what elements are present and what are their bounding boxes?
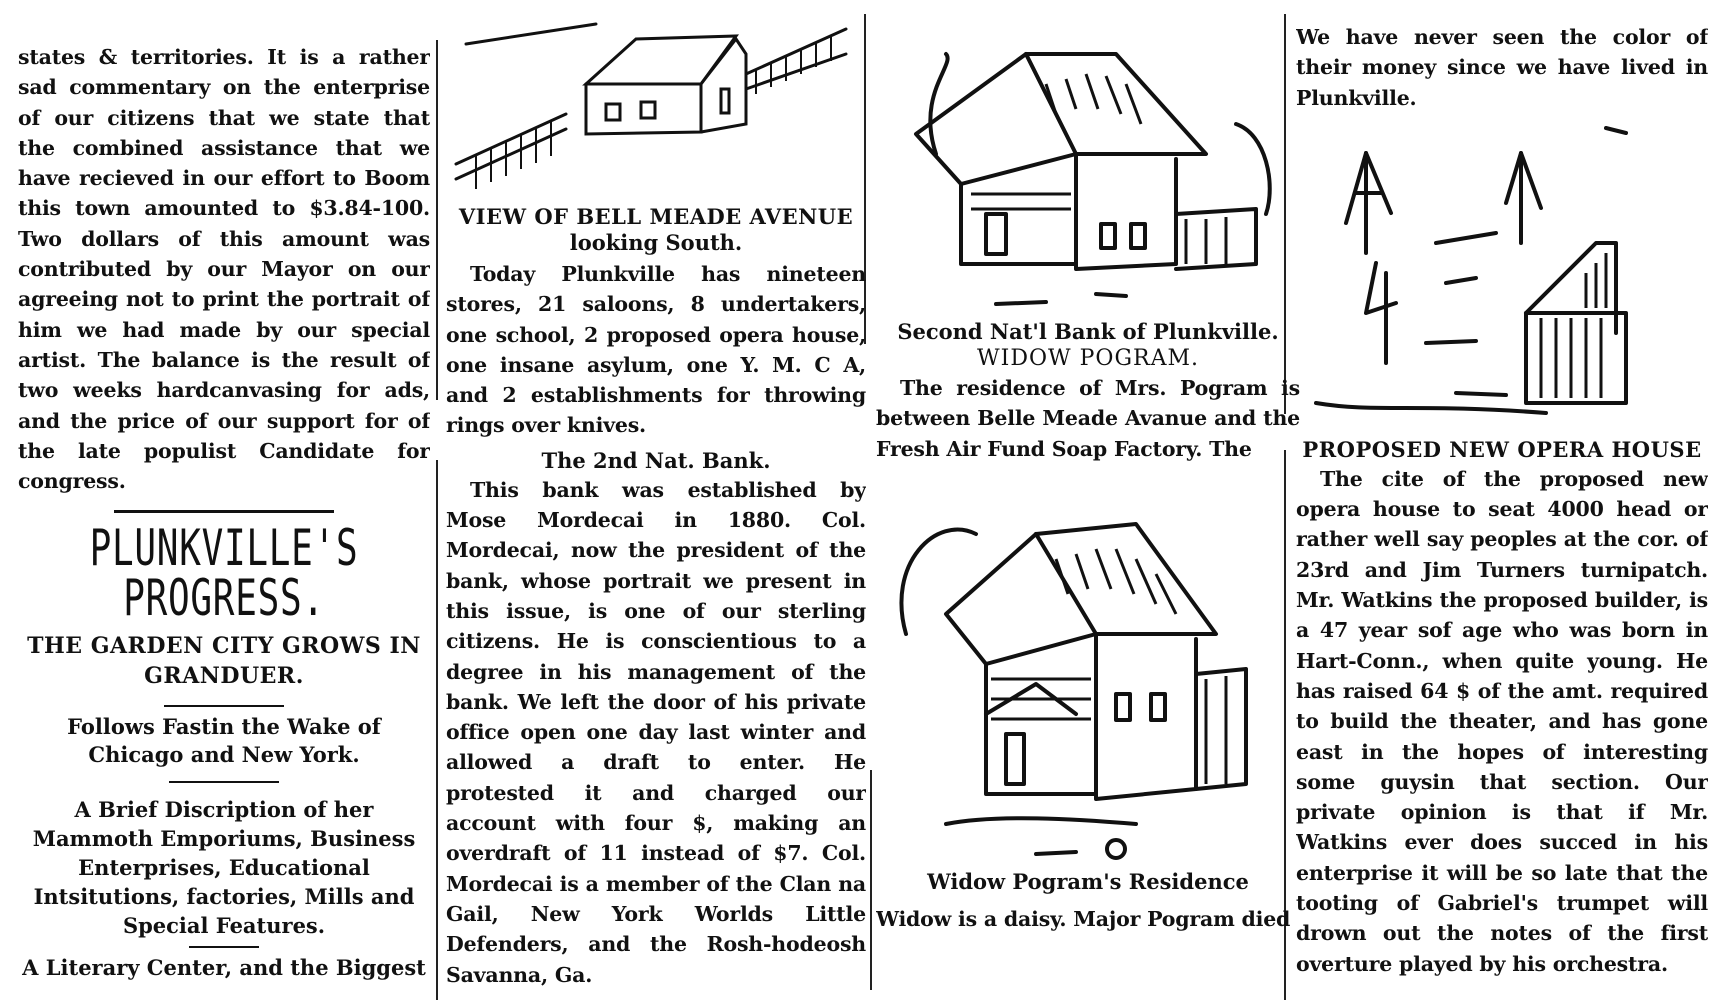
residence-illustration [876,464,1300,864]
article-text: We have never seen the color of their money since we have lived in Plunkville. [1296,25,1708,110]
column-rule [436,40,438,400]
masthead-title: PROGRESS. [123,569,325,628]
divider [114,510,334,513]
article-text: The residence of Mrs. Pogram is between Belle Meade Avanue and the Fresh Air Fund Soap Factory. The [876,376,1300,461]
column-1 [18,14,430,999]
divider [164,705,284,707]
divider [189,946,259,948]
subheading: Follows Fastin the Wake of Chicago and New York. [67,714,381,768]
article-text: This bank was established by Mose Mordecai in 1880. Col. Mordecai, now the president of the bank, whose portrait we present in this issue, is one of our sterling citizens. He is conscientious to a degree in his management of the bank. We left the door of his private office open one day last winter and allowed a draft to enter. He protested it and charged our account with four $, making an overdraft of 11 instead of $7. Col. Mordecai is a member of the Clan na Gail, New York Worlds Little Defenders, and the Rosh-hodeosh Savanna, Ga. [446,477,866,987]
column-rule [870,770,872,990]
illustration-caption: looking South. [569,230,743,255]
illustration-caption: Widow Pogram's Residence [927,868,1249,894]
bank-illustration [876,14,1300,314]
opera-house-illustration [1296,113,1708,423]
article-text: The cite of the proposed new opera house to seat 4000 head or rather well say peoples at the cor. of 23rd and Jim Turners turnipatch. Mr. Watkins the proposed builder, is a 47 year sof age who was born in Hart-Conn., when quite young. He has raised 64 $ of the amt. required to build the theater, and has gone east in the hopes of interesting some guysin that section. Our private opinion is that if Mr. Watkins ever does succed in his enterprise it will be so late that the tooting of Gabriel's trumpet will drown out the notes of the first overture played by his orchestra. [1296,466,1708,976]
subheading: A Literary Center, and the Biggest [22,955,426,981]
section-heading: The 2nd Nat. Bank. [541,447,771,473]
subheading: A Brief Discription of her Mammoth Emporiums, Business Enterprises, Educational Intsitutions, factories, Mills and Special Features. [32,797,416,939]
column-2 [446,14,866,999]
illustration-caption: VIEW OF BELL MEADE AVENUE [458,204,854,229]
article-text: states & territories. It is a rather sad commentary on the enterprise of our citizens that we state that the combined assistance that we have recieved in our effort to Boom this town amounted to $3.84-100. Two dollars of this amount was contributed by our Mayor on our agreeing not to print the portrait of him we had made by our special artist. The balance is the result of two weeks hardcanvasing for ads, and the price of our support for of the late populist Candidate for congress. [18,45,430,494]
column-4 [1296,14,1708,999]
column-rule [436,460,438,1000]
illustration-caption: Second Nat'l Bank of Plunkville. [897,319,1279,344]
masthead-title: PLUNKVILLE'S [89,519,359,578]
avenue-illustration [446,14,866,204]
subheading: THE GARDEN CITY GROWS IN GRANDUER. [27,633,421,690]
divider [169,781,279,783]
article-text: Today Plunkville has nineteen stores, 21 saloons, 8 undertakers, one school, 2 proposed opera house, one insane asylum, one Y. M. C A, and 2 establishments for throwing rings over knives. [446,262,866,438]
article-text: Widow is a daisy. Major Pogram died [876,906,1291,931]
section-heading: WIDOW POGRAM. [977,346,1199,371]
section-heading: PROPOSED NEW OPERA HOUSE [1302,436,1702,462]
column-3 [876,14,1300,999]
